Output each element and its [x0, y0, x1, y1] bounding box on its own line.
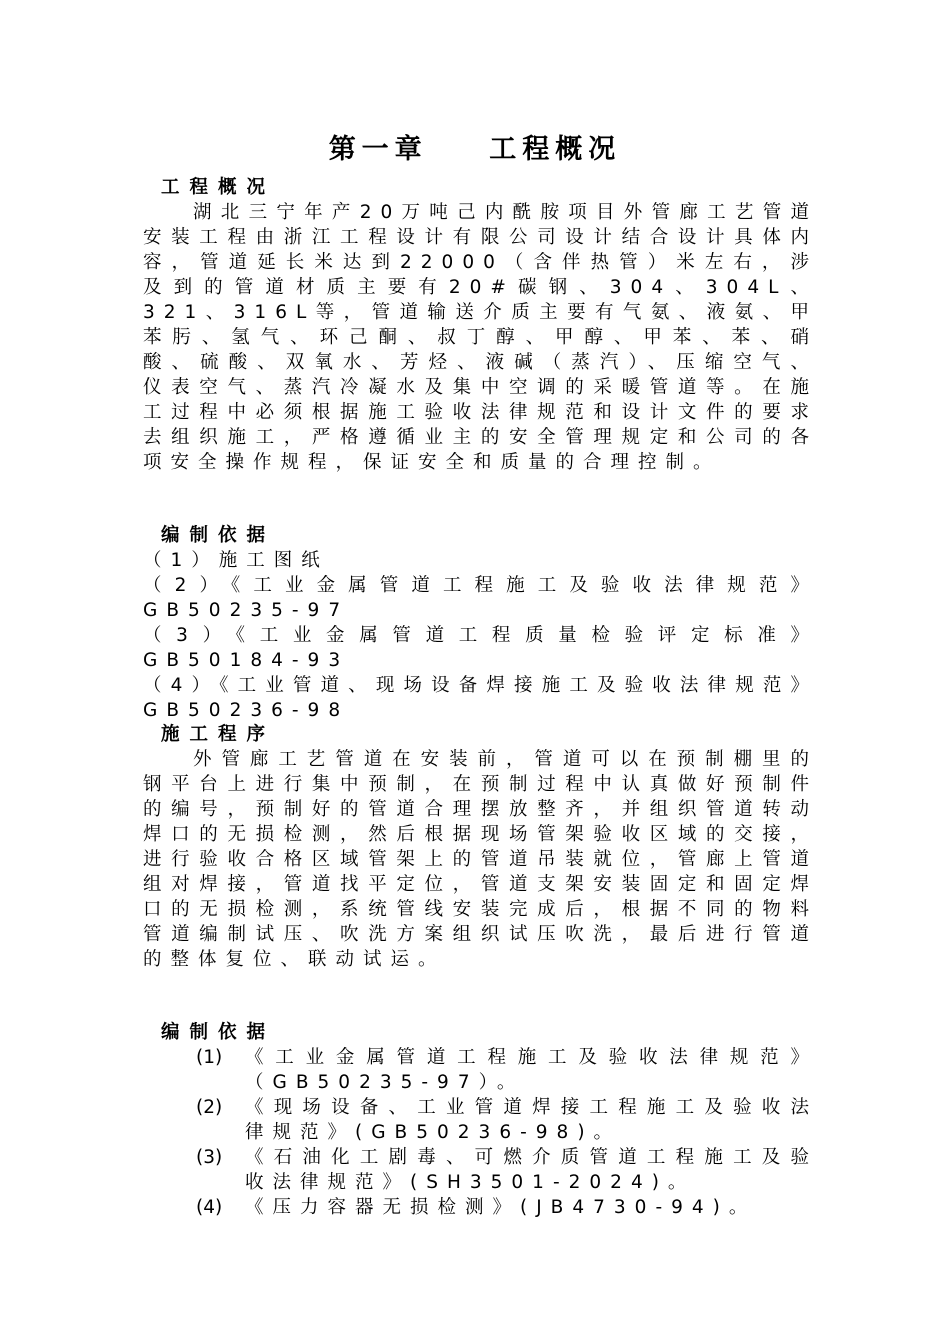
overview-paragraph: 湖北三宁年产20万吨己内酰胺项目外管廊工艺管道安装工程由浙江工程设计有限公司设计结合设计具体内容，管道延长米达到22000（含伴热管）米左右，涉及到的管道材质主要有20#碳钢、304、304L、321、316L等，管道输送介质主要有气氨、液氨、甲苯肟、氢气、环己酮、叔丁醇、甲醇、甲苯、苯、硝酸、硫酸、双氧水、芳烃、液碱（蒸汽）、压缩空气、仪表空气、蒸汽冷凝水及集中空调的采暖管道等。在施工过程中必须根据施工验收法律规范和设计文件的要求去组织施工，严格遵循业主的安全管理规定和公司的各项安全操作规程，保证安全和质量的合理控制。 — [143, 202, 818, 473]
basis2-item-text: 《现场设备、工业管道焊接工程施工及验收法律规范》(GB50236-98)。 — [245, 1097, 818, 1143]
procedure-paragraph: 外管廊工艺管道在安装前，管道可以在预制棚里的钢平台上进行集中预制，在预制过程中认真做好预制件的编号，预制好的管道合理摆放整齐，并组织管道转动焊口的无损检测，然后根据现场管架验收区域的交接，进行验收合格区域管架上的管道吊装就位，管廊上管道组对焊接，管道找平定位，管道支架安装固定和固定焊口的无损检测，系统管线安装完成后，根据不同的物料管道编制试压、吹洗方案组织试压吹洗，最后进行管道的整体复位、联动试运。 — [143, 749, 818, 970]
basis2-item-number: (1) — [196, 1047, 223, 1068]
section-heading-procedure: 施工程序 — [161, 724, 276, 745]
basis-item-4: （4）《工业管道、现场设备焊接施工及验收法律规范》GB50236-98 — [143, 675, 818, 721]
section-heading-basis: 编制依据 — [161, 525, 276, 546]
basis2-item-number: (3) — [196, 1147, 223, 1168]
basis2-item-4 — [196, 1195, 818, 1220]
basis2-item-number: (4) — [196, 1197, 223, 1218]
basis2-item-3 — [196, 1145, 818, 1195]
basis-item-1: （1）施工图纸 — [143, 550, 329, 571]
basis2-item-2 — [196, 1095, 818, 1145]
basis2-item-text: 《石油化工剧毒、可燃介质管道工程施工及验收法律规范》(SH3501-2024)。 — [245, 1147, 818, 1193]
chapter-title: 第一章 工程概况 — [328, 134, 622, 165]
basis2-item-text: 《压力容器无损检测》(JB4730-94)。 — [245, 1197, 757, 1218]
basis-item-2: （2）《工业金属管道工程施工及验收法律规范》GB50235-97 — [143, 575, 818, 621]
section-heading-basis-2: 编制依据 — [161, 1022, 276, 1043]
basis2-item-1 — [196, 1045, 818, 1095]
basis2-item-text: 《工业金属管道工程施工及验收法律规范》（GB50235-97）。 — [245, 1047, 818, 1093]
basis2-item-number: (2) — [196, 1097, 223, 1118]
section-heading-overview: 工程概况 — [161, 177, 276, 198]
basis-item-3: （3）《工业金属管道工程质量检验评定标准》GB50184-93 — [143, 625, 818, 671]
